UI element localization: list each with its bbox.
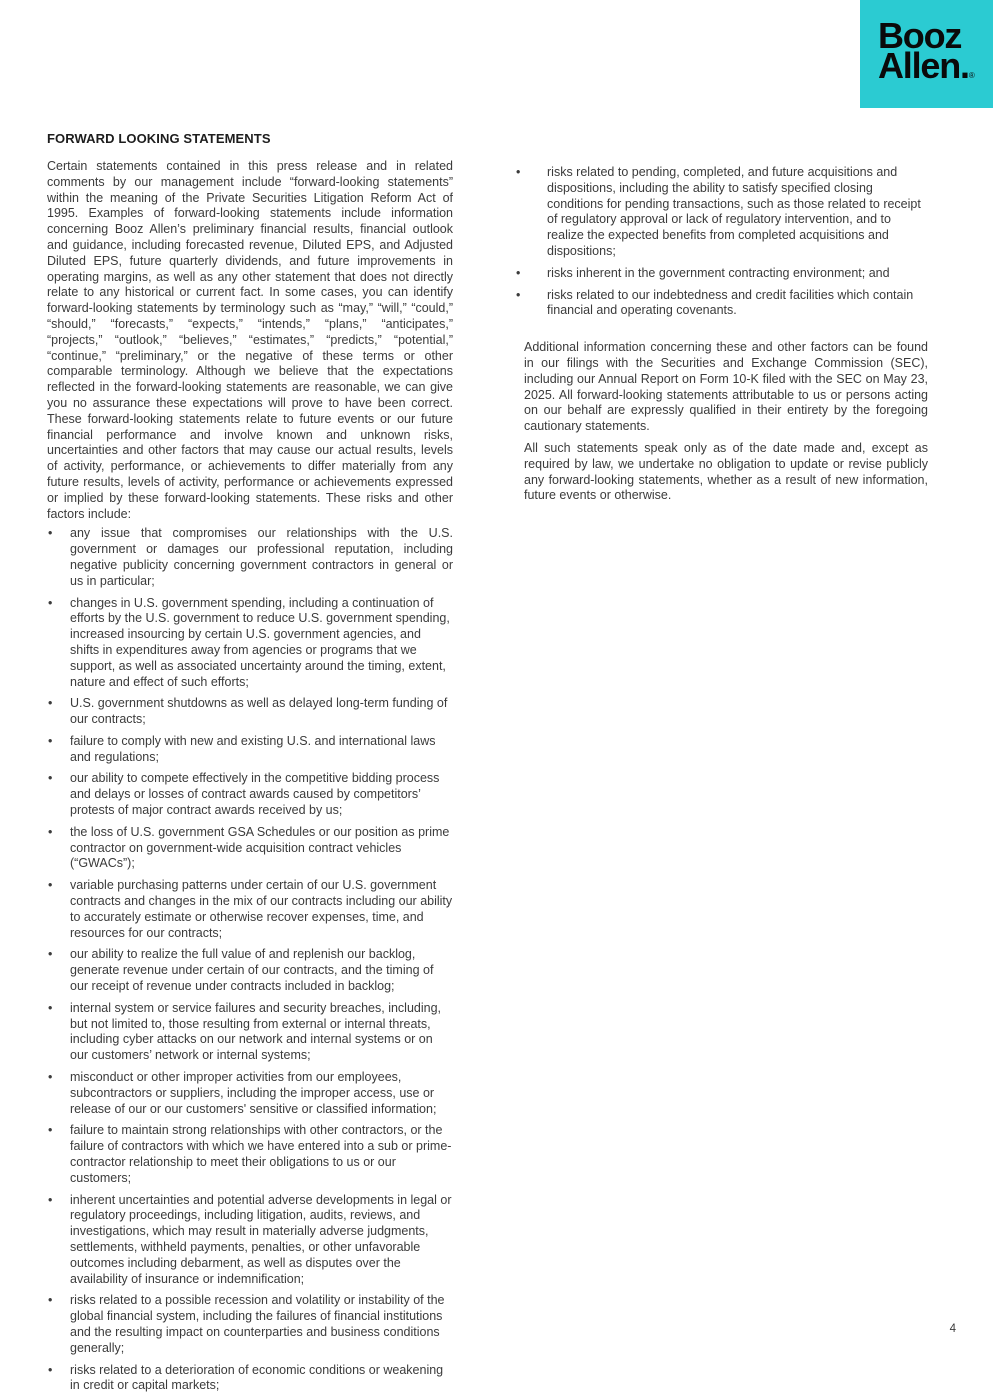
risk-list-item: • the loss of U.S. government GSA Schedules or our position as prime contractor on government-wide acquisition contract vehicles (“GWACs”); (47, 825, 453, 872)
logo-wordmark (878, 15, 993, 87)
page-number: 4 (949, 1323, 956, 1335)
risk-factors-list-right (524, 165, 928, 319)
risk-list-item: • misconduct or other improper activities from our employees, subcontractors or suppliers, including the improper access, use or release of our or our customers' sensitive or classified information; (47, 1070, 453, 1117)
risk-list-item: • U.S. government shutdowns as well as delayed long-term funding of our contracts; (47, 696, 453, 728)
risk-list-item: • risks related to a deterioration of economic conditions or weakening in credit or capital markets; (47, 1363, 453, 1395)
booz-allen-logo (860, 0, 993, 108)
logo-line1: Booz (878, 15, 962, 56)
risk-factors-list-left (47, 526, 453, 1394)
risk-list-item: • risks related to a possible recession and volatility or instability of the global financial system, including the failures of financial institutions and the resulting impact on counterparties and business conditions generally; (47, 1293, 453, 1356)
risk-list-item: • inherent uncertainties and potential adverse developments in legal or regulatory proceedings, including litigation, audits, reviews, and investigations, which may result in materially adverse judgments, settlements, withheld payments, penalties, or other unfavorable outcomes including debarment, as well as disputes over the availability of insurance or indemnification; (47, 1193, 453, 1288)
risk-list-item: • risks related to our indebtedness and credit facilities which contain financial and operating covenants. (524, 288, 928, 320)
intro-paragraph: Certain statements contained in this press release and in related comments by our management include “forward-looking statements” within the meaning of the Private Securities Litigation Reform Act of 1995. Examples of forward-looking statements include information concerning Booz Allen’s preliminary financial results, financial outlook and guidance, including forecasted revenue, Diluted EPS, and Adjusted Diluted EPS, future quarterly dividends, and future improvements in operating margins, as well as any other statement that does not directly relate to any historical or current fact. In some cases, you can identify forward-looking statements by terminology such as “may,” “will,” “could,” “should,” “forecasts,” “expects,” “intends,” “plans,” “anticipates,” “projects,” “outlook,” “believes,” “estimates,” “predicts,” “potential,” “continue,” “preliminary,” or the negative of these terms or other comparable terminology. Although we believe that the expectations reflected in the forward-looking statements are reasonable, we can give you no assurance these expectations will prove to have been correct. These forward-looking statements relate to future events or our future financial performance and involve known and unknown risks, uncertainties and other factors that may cause our actual results, levels of activity, performance, or achievements to differ materially from any future results, levels of activity, performance or achievements expressed or implied by these forward-looking statements. These risks and other factors include: (47, 159, 453, 521)
additional-information-paragraph: Additional information concerning these and other factors can be found in our filings with the Securities and Exchange Commission (SEC), including our Annual Report on Form 10-K filed with the SEC on May 23, 2025. All forward-looking statements attributable to us or persons acting on our behalf are expressly qualified in their entirety by the foregoing cautionary statements. (524, 340, 928, 434)
risk-list-item: • our ability to realize the full value of and replenish our backlog, generate revenue under certain of our contracts, and the timing of our receipt of revenue under contracts included in backlog; (47, 947, 453, 994)
risk-list-item: • our ability to compete effectively in the competitive bidding process and delays or losses of contract awards caused by competitors’ protests of major contract awards received by us; (47, 771, 453, 818)
risk-list-item: • risks related to pending, completed, and future acquisitions and dispositions, including the ability to satisfy specified closing conditions for pending transactions, such as those related to receipt of regulatory approval or lack of regulatory intervention, and to realize the expected benefits from completed acquisitions and dispositions; (524, 165, 928, 260)
logo-line2: Allen (878, 45, 961, 87)
section-heading: FORWARD LOOKING STATEMENTS (47, 131, 271, 146)
registered-mark-icon: ® (968, 71, 975, 81)
risk-list-item: • internal system or service failures and security breaches, including, but not limited to, those resulting from external or internal threats, including cyber attacks on our network and internal systems or on our customers’ network or internal systems; (47, 1001, 453, 1064)
logo-period: . (960, 45, 969, 87)
risk-list-item: • failure to comply with new and existing U.S. and international laws and regulations; (47, 734, 453, 766)
risk-list-item: • variable purchasing patterns under certain of our U.S. government contracts and changes in the mix of our contracts including our ability to accurately estimate or otherwise recover expenses, time, and resources for our contracts; (47, 878, 453, 941)
risk-list-item: • risks inherent in the government contracting environment; and (524, 266, 928, 282)
statements-disclaimer-paragraph: All such statements speak only as of the date made and, except as required by law, we undertake no obligation to update or revise publicly any forward-looking statements, whether as a result of new information, future events or otherwise. (524, 440, 928, 503)
risk-list-item: • any issue that compromises our relationships with the U.S. government or damages our professional reputation, including negative publicity concerning government contractors in general or us in particular; (47, 526, 453, 589)
risk-list-item: • changes in U.S. government spending, including a continuation of efforts by the U.S. government to reduce U.S. government spending, increased insourcing by certain U.S. government agencies, and shifts in expenditures away from agencies or programs that we support, as well as associated uncertainty around the timing, extent, nature and effect of such efforts; (47, 596, 453, 691)
risk-list-item: • failure to maintain strong relationships with other contractors, or the failure of contractors with which we have entered into a sub or prime-contractor relationship to meet their obligations to us or our customers; (47, 1123, 453, 1186)
right-column (524, 165, 928, 504)
left-column (47, 131, 453, 1400)
